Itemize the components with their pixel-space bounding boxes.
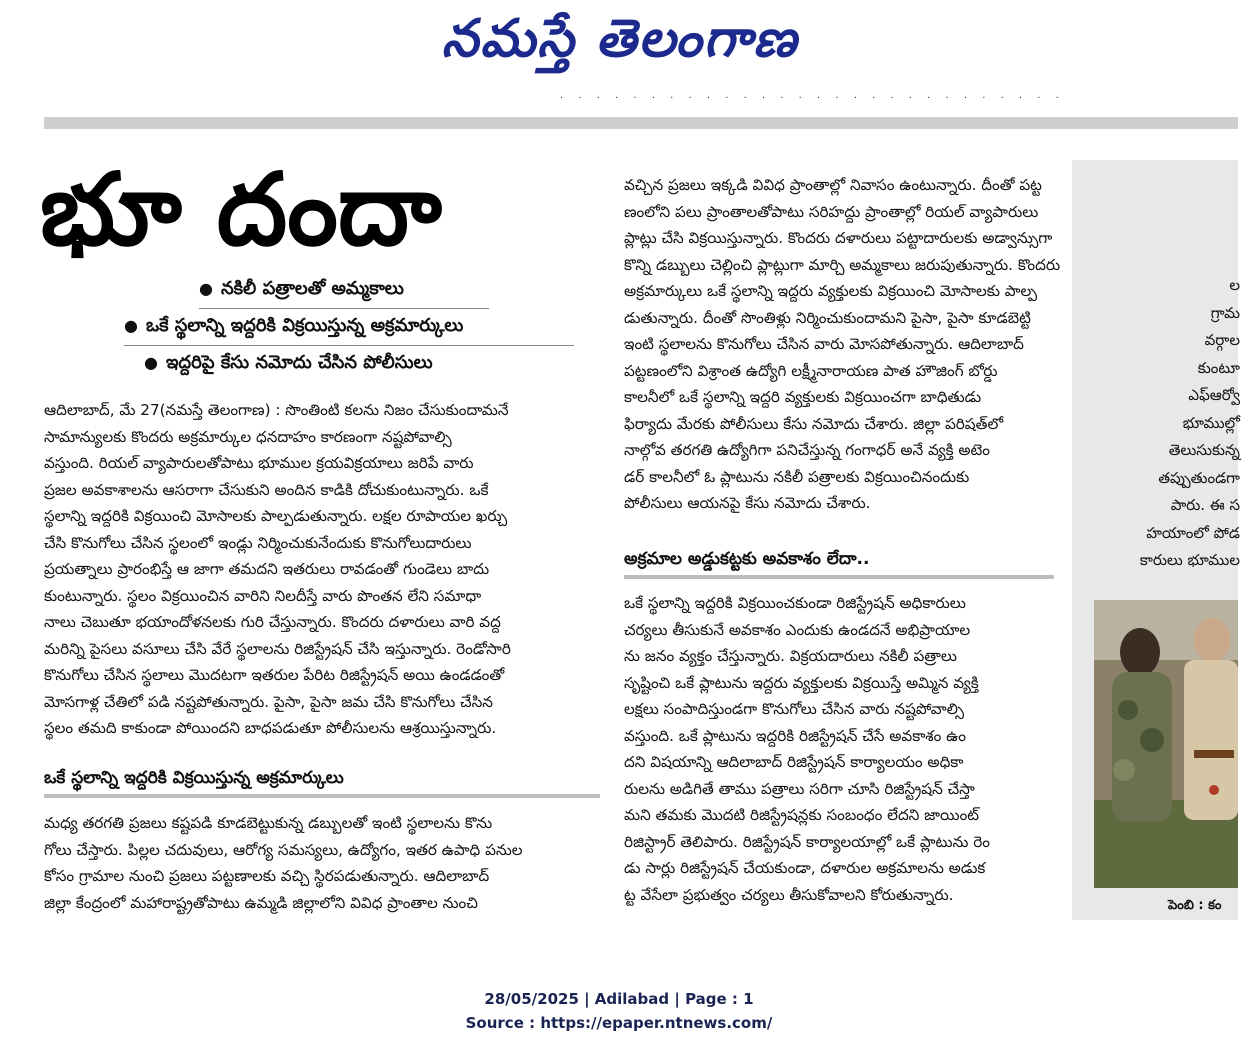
text-line: స్థలాన్ని ఇద్దరికి విక్రయించి మోసాలకు పాల్పడుతున్నారు. లక్షల రూపాయల ఖర్చు [44,507,508,525]
text-line: పారు. ఈ స [1170,496,1240,514]
text-line: కొన్ని డబ్బులు చెల్లించి ప్లాట్లుగా మార్చి అమ్మకాలు జరుపుతున్నారు. కొందరు [624,255,1061,274]
middle-column-paragraph-2 [624,590,1054,908]
text-line: ప్రజల అవకాశాలను ఆసరాగా చేసుకుని అందిన కాడికి దోచుకుంటున్నారు. ఒకే [44,480,489,499]
text-line: మధ్య తరగతి ప్రజలు కష్టపడి కూడబెట్టుకున్న డబ్బులతో ఇంటి స్థలాలను కొను [44,814,493,832]
news-photo [1094,600,1238,888]
photo-illustration [1094,600,1238,888]
text-line: వచ్చిన ప్రజలు ఇక్కడి వివిధ ప్రాంతాల్లో నివాసం ఉంటున్నారు. దీంతో పట్ట [624,176,1042,194]
text-line: సామాన్యులకు కొందరు అక్రమార్కుల ధనదాహం కారణంగా నష్టపోవాల్సి [44,427,452,446]
text-line: హయాంలో పోడ [1146,523,1240,542]
text-line: కోసం గ్రామాల నుంచి ప్రజలు పట్టణాలకు వచ్చి స్థిరపడుతున్నారు. ఆదిలాబాద్‌ [44,867,490,885]
footer-source-line: Source : https://epaper.ntnews.com/ [465,1014,773,1032]
left-column-paragraph-2 [44,810,600,916]
text-line: ల [1229,276,1240,294]
newspaper-logo: నమస్తే తెలంగాణ [441,8,799,69]
text-line: డర్‌ కాలనీలో ఓ ప్లాటును నకిలీ పత్రాలకు విక్రయించినందుకు [624,467,970,486]
text-line: కారులు భూముల [1139,551,1240,569]
bullet-item: ● ఇద్దరిపై కేసు నమోదు చేసిన పోలీసులు [144,352,433,373]
left-column-subhead: ఒకే స్థలాన్ని ఇద్దరికి విక్రయిస్తున్న అక్రమార్కులు [44,768,344,788]
text-line: గోలు చేస్తారు. పిల్లల చదువులు, ఆరోగ్య సమస్యలు, ఉద్యోగం, ఇతర ఉపాధి పనుల [44,840,523,859]
text-line: మోసగాళ్ల చేతిలో పడి నష్టపోతున్నారు. పైసా, పైసా జమ చేసి కొనుగోలు చేసిన [44,692,493,711]
text-line: నాల్గోవ తరగతి ఉద్యోగిగా పనిచేస్తున్న గంగాధర్‌ అనే వ్యక్తి అటెం [624,441,990,459]
text-line: భూముల్లో [1182,413,1240,432]
left-column-subhead-block [44,764,600,798]
footer-date-line: 28/05/2025 | Adilabad | Page : 1 [484,990,754,1008]
text-line: తెలుసుకున్న [1168,441,1240,459]
photo-caption: పెంబి : కం [1168,898,1222,913]
top-rule [44,117,1238,129]
text-line: పోలీసులు ఆయనపై కేసు నమోదు చేశారు. [624,494,871,512]
text-line: కుంటూ [1197,358,1240,377]
text-line: లక్షలు సంపాదిస్తుండగా కొనుగోలు చేసిన వారు నష్టపోవాల్సి [624,700,965,718]
text-line: రిజిస్ట్రార్‌ తెలిపారు. రిజిస్ట్రేషన్‌ కార్యాలయాల్లో ఒకే ప్లాటును రెం [624,832,990,851]
text-line: ప్రయత్నాలు ప్రారంభిస్తే ఆ జాగా తమదని ఇతరులు రావడంతో గుండెలు బాదు [44,560,490,578]
bullet-dot-icon: ● [144,353,158,372]
text-line: కొనుగోలు చేసిన స్థలాలు మొదటగా ఇతరుల పేరిట రిజిస్ట్రేషన్‌ అయి ఉండడంతో [44,666,505,684]
text-line: తప్పుతుండగా [1158,468,1240,487]
text-line: ఒకే స్థలాన్ని ఇద్దరికి విక్రయించకుండా రిజిస్ట్రేషన్‌ అధికారులు [624,594,966,612]
text-line: ణంలోని పలు ప్రాంతాలతోపాటు సరిహద్దు ప్రాంతాల్లో రియల్‌ వ్యాపారులు [624,202,1039,221]
text-line: వర్గాల [1204,331,1240,349]
headline: భూ దందా [40,151,442,268]
middle-column-paragraph-1 [624,172,1061,517]
text-line: కుంటున్నారు. స్థలం విక్రయించిన వారిని నిలదీస్తే వారు పొంతన లేని సమాధా [44,586,482,605]
text-line: స్థలం తమది కాకుండా పోయిందని బాధపడుతూ పోలీసులను ఆశ్రయిస్తున్నారు. [44,719,497,737]
masthead-dotted-divider: · · · · · · · · · · · · · · · · · · · · · · · · · · · · [560,93,1065,104]
text-line: సృష్టించి ఒకే ప్లాటును ఇద్దరు వ్యక్తులకు విక్రయిస్తే అమ్మిన వ్యక్తి [624,673,979,692]
right-clipped-column [1072,160,1238,920]
text-line: ఆదిలాబాద్‌, మే 27(నమస్తే తెలంగాణ) : సొంతింటి కలను నిజం చేసుకుందామనే [44,401,509,419]
bullet-dot-icon: ● [199,279,213,298]
masthead [0,0,1238,90]
text-line: గ్రామ [1210,303,1240,322]
text-line: రులను అడిగితే తాము పత్రాలు సరిగా చూసి రిజిస్ట్రేషన్‌ చేస్తా [624,779,975,798]
text-line: ఇంటి స్థలాలను కొనుగోలు చేసిన వారు మోసపోతున్నారు. ఆదిలాబాద్‌ [624,335,1024,353]
text-line: జిల్లా కేంద్రంలో మహారాష్ట్రతోపాటు ఉమ్మడి జిల్లాలోని వివిధ ప్రాంతాల నుంచి [44,893,478,912]
text-line: అక్రమార్కులు ఒకే స్థలాన్ని ఇద్దరు వ్యక్తులకు విక్రయించి మోసాలకు పాల్ప [624,282,1038,300]
text-line: ను జనం వ్యక్తం చేస్తున్నారు. విక్రయదారులు నకిలీ పత్రాలు [624,647,957,665]
text-line: వస్తుంది. ఒకే ప్లాటును ఇద్దరికి రిజిస్ట్రేషన్‌ చేసే అవకాశం ఉం [624,726,966,745]
right-column-text [1100,272,1240,575]
text-line: ప్లాట్లు చేసి విక్రయిస్తున్నారు. కొందరు దళారులు పట్టాదారులకు అడ్వాన్సుగా [624,229,1053,247]
text-line: ఫిర్యాదు మేరకు పోలీసులు కేసు నమోదు చేశారు. జిల్లా పరిషత్‌లో [624,414,1004,433]
text-line: పట్టణంలోని విశ్రాంత ఉద్యోగి లక్ష్మీనారాయణ పాత హౌజింగ్‌ బోర్డు [624,361,998,380]
text-line: ఎఫ్‌ఆర్వో [1188,386,1240,404]
text-line: మరిన్ని పైసలు వసూలు చేసి వేరే స్థలాలను రిజిస్ట్రేషన్‌ చేసి ఇస్తున్నారు. రెండోసారి [44,639,511,658]
text-line: నాలు చెబుతూ భయాందోళనలకు గురి చేస్తున్నారు. కొందరు దళారులు వారి వద్ద [44,613,501,631]
middle-column-subhead-block [624,545,1054,579]
text-line: మని తమకు మొదటి రిజిస్ట్రేషన్లకు సంబంధం లేదని జాయింట్‌ [624,806,979,824]
bullet-item: ● ఒకే స్థలాన్ని ఇద్దరికి విక్రయిస్తున్న అక్రమార్కులు [124,309,574,346]
text-line: కాలనీలో ఒకే స్థలాన్ని ఇద్దరి వ్యక్తులకు విక్రయించగా బాధితుడు [624,388,982,406]
text-line: దని విషయాన్ని ఆదిలాబాద్‌ రిజిస్ట్రేషన్‌ కార్యాలయం అధికా [624,753,964,771]
left-column-paragraph-1 [44,397,600,742]
bullet-item: ● నకిలీ పత్రాలతో అమ్మకాలు [199,272,489,309]
text-line: ట్ట వేసేలా ప్రభుత్వం చర్యలు తీసుకోవాలని కోరుతున్నారు. [624,885,954,904]
text-line: డుతున్నారు. దీంతో సొంతిళ్లు నిర్మించుకుందామని పైసా, పైసా కూడబెట్టి [624,308,1031,327]
text-line: డు సార్లు రిజిస్ట్రేషన్‌ చేయకుండా, దళారుల అక్రమాలను అడుక [624,859,986,877]
middle-column-subhead: అక్రమాల అడ్డుకట్టకు అవకాశం లేదా.. [624,549,870,569]
text-line: వస్తుంది. రియల్‌ వ్యాపారులతోపాటు భూముల క్రయవిక్రయాలు జరిపే వారు [44,454,474,472]
bullet-list [44,272,604,382]
text-line: చేసి కొనుగోలు చేసిన స్థలంలో ఇండ్లు నిర్మించుకునేందుకు కొనుగోలుదారులు [44,533,472,552]
bullet-dot-icon: ● [124,316,138,335]
text-line: చర్యలు తీసుకునే అవకాశం ఎందుకు ఉండదనే అభిప్రాయాల [624,620,971,639]
